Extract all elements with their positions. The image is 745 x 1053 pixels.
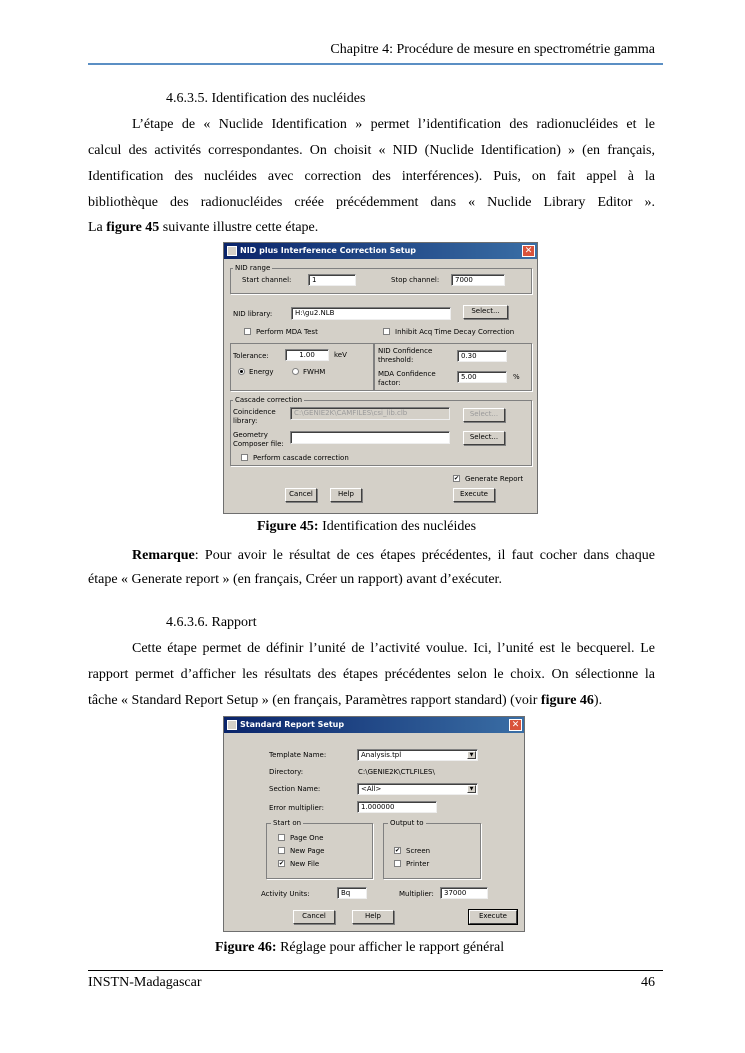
generate-report-checkbox[interactable]: ✔	[454, 475, 460, 482]
cascade-label: Cascade correction	[235, 396, 303, 404]
nid-setup-dialog	[223, 242, 538, 514]
chevron-down-icon[interactable]: ▼	[467, 751, 476, 759]
template-name-label: Template Name:	[269, 751, 327, 759]
perform-mda-checkbox[interactable]	[244, 328, 251, 335]
section-name-label: Section Name:	[269, 785, 321, 793]
inhibit-decay-label: Inhibit Acq Time Decay Correction	[395, 328, 515, 336]
section-name-value: <All>	[361, 785, 382, 793]
activity-units-label: Activity Units:	[261, 890, 310, 898]
error-multiplier-label: Error multiplier:	[269, 804, 324, 812]
stop-channel-label: Stop channel:	[391, 276, 440, 284]
multiplier-label: Multiplier:	[399, 890, 434, 898]
template-name-value: Analysis.tpl	[361, 751, 402, 759]
app-icon	[227, 720, 237, 730]
section-title-4-6-3-5: 4.6.3.5. Identification des nucléides	[166, 91, 366, 106]
tolerance-input[interactable]: 1.00	[285, 349, 329, 361]
geometry-composer-input[interactable]	[290, 431, 450, 444]
printer-label: Printer	[406, 860, 430, 868]
remark-line2: étape « Generate report » (en français, Créer un rapport) avant d’exécuter.	[88, 572, 502, 587]
dialog2-title-bar	[224, 717, 524, 733]
fwhm-label: FWHM	[303, 368, 326, 376]
geometry-composer-label: Geometry Composer file:	[233, 431, 284, 448]
tolerance-unit: keV	[334, 351, 347, 359]
mda-confidence-label: MDA Confidence factor:	[378, 370, 436, 387]
inhibit-decay-checkbox[interactable]	[383, 328, 390, 335]
nid-library-label: NID library:	[233, 310, 273, 318]
activity-units-input[interactable]: Bq	[337, 887, 367, 899]
mda-confidence-input[interactable]: 5.00	[457, 371, 507, 383]
chevron-down-icon[interactable]: ▼	[467, 785, 476, 793]
para1-line5: La figure 45 suivante illustre cette étape.	[88, 220, 319, 235]
figure-46-caption: Figure 46: Réglage pour afficher le rapport général	[215, 940, 505, 955]
header-rule	[88, 63, 663, 65]
section-name-select[interactable]	[357, 783, 478, 795]
stop-channel-input[interactable]: 7000	[451, 274, 505, 286]
para1-line2: calcul des activités correspondantes. On choisit « NID (Nuclide Identification) » (en français,	[88, 143, 655, 158]
coincidence-select-button[interactable]: Select...	[463, 408, 505, 422]
nid-library-input[interactable]: H:\gu2.NLB	[291, 307, 451, 320]
new-file-checkbox[interactable]: ✔	[279, 860, 285, 867]
nid-library-select-button[interactable]: Select...	[463, 305, 508, 319]
para1-line4: bibliothèque des radionucléides créée précédemment dans « Nuclide Library Editor ».	[88, 195, 655, 210]
nid-confidence-label: NID Confidence threshold:	[378, 347, 433, 364]
close-icon[interactable]: ✕	[522, 245, 535, 257]
running-header: Chapitre 4: Procédure de mesure en spectrométrie gamma	[330, 42, 655, 57]
page-number: 46	[641, 975, 655, 990]
directory-label: Directory:	[269, 768, 304, 776]
percent-label: %	[513, 373, 520, 381]
para2-line1: Cette étape permet de définir l’unité de l’activité voulue. Ici, l’unité est le becquerel. Le	[132, 641, 655, 656]
footer-institution: INSTN-Madagascar	[88, 975, 202, 990]
start-channel-label: Start channel:	[242, 276, 292, 284]
footer-rule	[88, 970, 663, 971]
directory-value: C:\GENIE2K\CTLFILES\	[358, 768, 435, 776]
new-file-label: New File	[290, 860, 320, 868]
figure-45-caption: Figure 45: Identification des nucléides	[257, 519, 477, 534]
start-on-label: Start on	[273, 819, 302, 827]
help-button[interactable]: Help	[352, 910, 394, 924]
execute-button[interactable]: Execute	[453, 488, 495, 502]
cancel-button[interactable]: Cancel	[293, 910, 335, 924]
screen-checkbox[interactable]: ✔	[395, 847, 401, 854]
output-to-label: Output to	[390, 819, 424, 827]
new-page-label: New Page	[290, 847, 325, 855]
coincidence-library-label: Coincidence library:	[233, 408, 276, 425]
geometry-select-button[interactable]: Select...	[463, 431, 505, 445]
para2-line2: rapport permet d’afficher les résultats des étapes précédentes selon le choix. On sélectionne la	[88, 667, 655, 682]
execute-button[interactable]: Execute	[469, 910, 517, 924]
start-channel-input[interactable]: 1	[308, 274, 356, 286]
dialog-title: NID plus Interference Correction Setup	[240, 246, 417, 255]
printer-checkbox[interactable]	[394, 860, 401, 867]
perform-cascade-label: Perform cascade correction	[253, 454, 349, 462]
perform-cascade-checkbox[interactable]	[241, 454, 248, 461]
tolerance-label: Tolerance:	[233, 352, 269, 360]
template-name-select[interactable]	[357, 749, 478, 761]
energy-radio[interactable]	[238, 368, 245, 375]
close-icon[interactable]: ✕	[509, 719, 522, 731]
coincidence-library-input[interactable]: C:\GENIE2K\CAMFILES\csi_lib.clb	[290, 407, 450, 420]
new-page-checkbox[interactable]	[278, 847, 285, 854]
perform-mda-label: Perform MDA Test	[256, 328, 318, 336]
standard-report-dialog	[223, 716, 525, 932]
page-one-checkbox[interactable]	[278, 834, 285, 841]
error-multiplier-input[interactable]: 1.000000	[357, 801, 437, 813]
cancel-button[interactable]: Cancel	[285, 488, 317, 502]
nid-range-label: NID range	[235, 264, 271, 272]
para1-line3: Identification des nucléides avec correction des interférences). Puis, on fait appel à la	[88, 169, 655, 184]
section-title-4-6-3-6: 4.6.3.6. Rapport	[166, 615, 257, 630]
app-icon	[227, 246, 237, 256]
para2-line3: tâche « Standard Report Setup » (en français, Paramètres rapport standard) (voir figure 46).	[88, 693, 603, 708]
help-button[interactable]: Help	[330, 488, 362, 502]
para1-line1: L’étape de « Nuclide Identification » permet l’identification des radionucléides et le	[132, 117, 655, 132]
energy-label: Energy	[249, 368, 274, 376]
fwhm-radio[interactable]	[292, 368, 299, 375]
page-one-label: Page One	[290, 834, 324, 842]
dialog-title-bar	[224, 243, 537, 259]
nid-confidence-input[interactable]: 0.30	[457, 350, 507, 362]
remark-line1: Remarque: Pour avoir le résultat de ces étapes précédentes, il faut cocher dans chaque	[132, 548, 655, 563]
generate-report-label: Generate Report	[465, 475, 524, 483]
screen-label: Screen	[406, 847, 431, 855]
dialog2-title: Standard Report Setup	[240, 720, 345, 729]
multiplier-input[interactable]: 37000	[440, 887, 488, 899]
